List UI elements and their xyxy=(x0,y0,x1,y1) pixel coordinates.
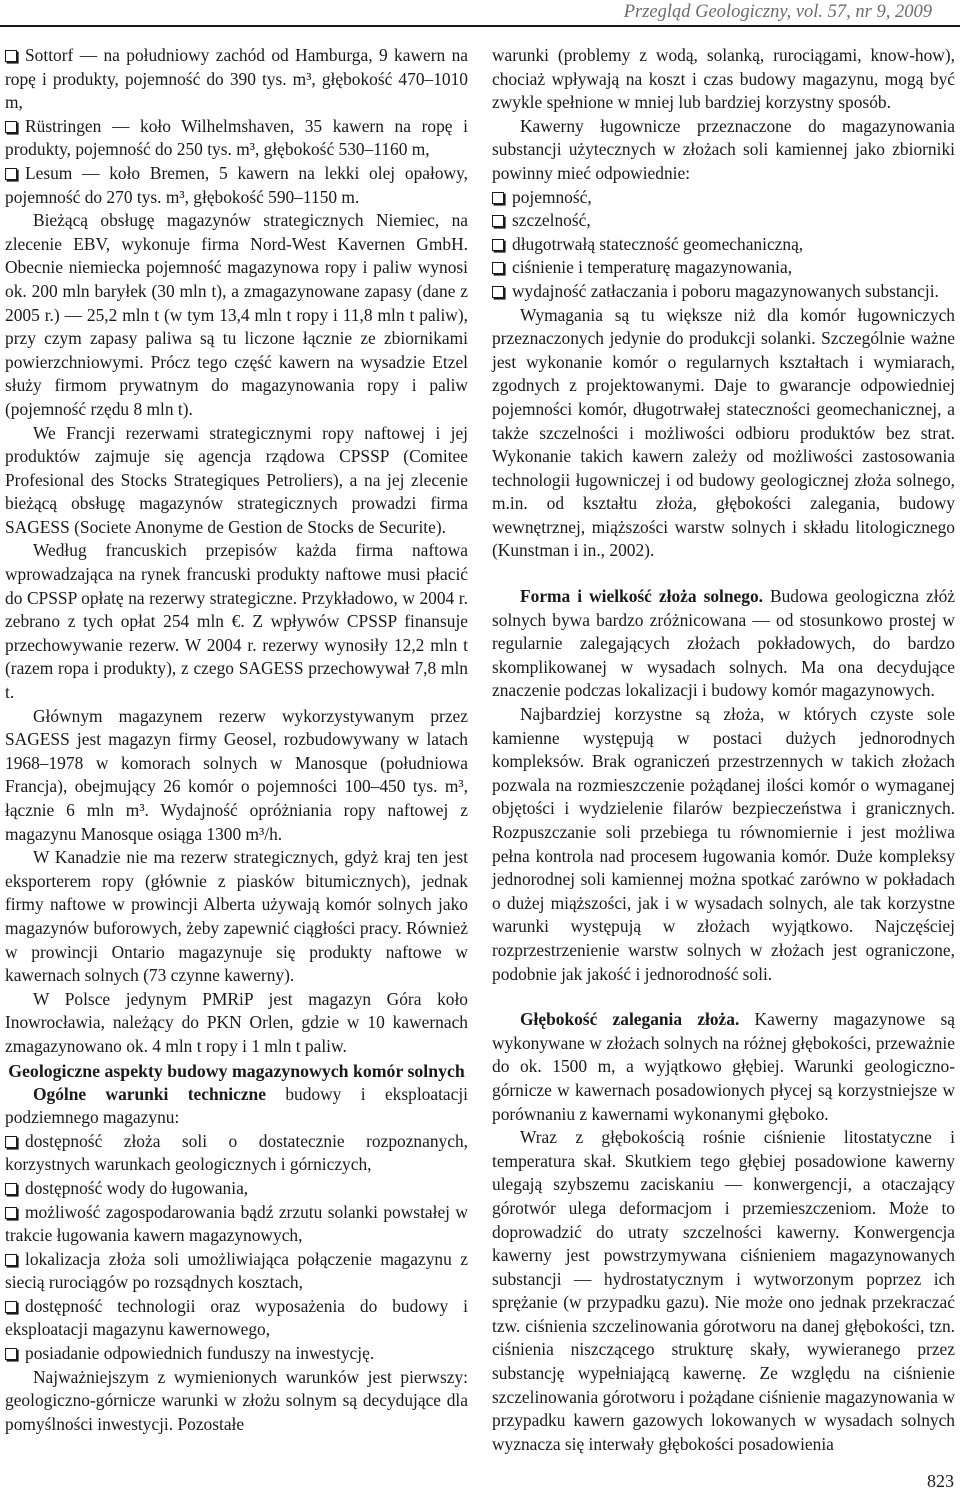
paragraph-requirements: Wymagania są tu większe niż dla komór ługowniczych przeznaczonych jedynie do produkcji solanki. Szczególnie ważne jest wykonanie komór o regularnych kształtach i wymiarach, zgodnych z projektowanymi. Daje to gwarancje odpowiedniej pojemności komór, długotrwałej stateczności geomechanicznej, a także szczelności i możliwości odbioru produktów bez strat. Wykonanie takich kawern zależy od możliwości zastosowania technologii ługowniczej i od budowy geologicznej złoża solnego, m.in. od kształtu złoża, głębokości zalegania, budowy wewnętrznej, miąższości warstw solnych i składu litologicznego (Kunstman i in., 2002). xyxy=(492,304,955,561)
paragraph-conditions: Ogólne warunki techniczne budowy i eksploatacji podziemnego magazynu: xyxy=(5,1083,469,1128)
list-item: lokalizacja złoża soli umożliwiająca połączenie magazynu z siecią rurociągów po rozsądnych kosztach, xyxy=(5,1248,468,1293)
checkbox-bullet-icon xyxy=(492,192,504,204)
checkbox-bullet-icon xyxy=(5,168,17,180)
conditions-lead: Ogólne warunki techniczne xyxy=(33,1083,266,1104)
paragraph-poland: W Polsce jedynym PMRiP jest magazyn Góra koło Inowrocławia, należący do PKN Orlen, gdzie w 10 kawernach zmagazynowano ok. 4 mln t ropy i 1 mln t paliw. xyxy=(5,988,468,1056)
paragraph-continuation: warunki (problemy z wodą, solanką, rurociągami, know-how), chociaż wpływają na koszt i czas budowy magazynu, mogą być zwykle spełnione w mniej lub bardziej korzystny sposób. xyxy=(492,45,955,113)
paragraph-germany: Bieżącą obsługę magazynów strategicznych Niemiec, na zlecenie EBV, wykonuje firma Nord-West Kavernen GmbH. Obecnie niemiecka pojemność magazynowa ropy i paliw wynosi ok. 200 mln baryłek (30 mln t), a zmagazynowane zapasy (dane z 2005 r.) — 25,2 mln t (w tym 13,4 mln t ropy i 11,8 mln t paliw), przy czym zapasy paliwa są tu liczone łącznie ze zbiornikami powierzchniowymi. Prócz tego część kawern na wysadzie Etzel służy firmom prywatnym do magazynowania ropy i paliw (pojemność rzędu 8 mln t). xyxy=(5,210,468,419)
list-item: dostępność technologii oraz wyposażenia do budowy i eksploatacji magazynu kawernowego, xyxy=(5,1295,468,1340)
heading-form: Forma i wielkość złoża solnego. xyxy=(520,586,763,607)
paragraph-depth: Głębokość zalegania złoża. Kawerny magazynowe są wykonywane w złożach solnych na różnej głębokości, przeważnie do ok. 1500 m, a wyjątkowo głębiej. Warunki geologiczno-górnicze w kawernach posadowionych płycej są korzystniejsze w porównaniu z kawernami wykonanymi głęboko. xyxy=(492,1009,955,1124)
list-item: możliwość zagospodarowania bądź zrzutu solanki powstałej w trakcie ługowania kawern magazynowych, xyxy=(5,1201,468,1246)
page-number: 823 xyxy=(927,1471,954,1491)
journal-header: Przegląd Geologiczny, vol. 57, nr 9, 2009 xyxy=(623,2,932,22)
checkbox-bullet-icon xyxy=(5,1136,17,1148)
checkbox-bullet-icon xyxy=(5,121,17,133)
list-item: dostępność złoża soli o dostatecznie rozpoznanych, korzystnych warunkach geologicznych i górniczych, xyxy=(5,1130,468,1175)
paragraph-canada: W Kanadzie nie ma rezerw strategicznych, gdyż kraj ten jest eksporterem ropy (głównie z piasków bitumicznych), jednak firmy naftowe w prowincji Alberta używają komór solnych jako magazynów buforowych, żeby zapewnić ciągłości pracy. Również w prowincji Ontario magazynuje się produkty naftowe w kawernach solnych (73 czynne kawerny). xyxy=(5,847,468,986)
list-item: dostępność wody do ługowania, xyxy=(5,1177,468,1201)
list-item: Rüstringen — koło Wilhelmshaven, 35 kawern na ropę i produkty, pojemność do 250 tys. m³, głębokość 530–1160 m, xyxy=(5,115,468,160)
checkbox-bullet-icon xyxy=(5,50,17,62)
checkbox-bullet-icon xyxy=(492,262,504,274)
paragraph-best-deposits: Najbardziej korzystne są złoża, w których czyste sole kamienne występują w postaci dużych jednorodnych kompleksów. Brak ograniczeń przestrzennych w takich złożach pozwala na rozmieszczenie pożądanej ilości komór o wymaganej objętości i wydzielenie filarów bezpieczeństwa i granicznych. Rozpuszczanie soli przebiega tu równomiernie i jest możliwa pełna kontrola nad procesem ługowania komór. Duże kompleksy jednorodnej soli kamiennej można spotkać zarówno w pokładach o dużej miąższości, jak i w wysadach solnych, ale tak korzystne warunki występują w złożach wyjątkowo. Najczęściej rozprzestrzenienie warstw solnych w złożach jest ograniczone, podobnie jak jakość i jednorodność soli. xyxy=(492,704,955,984)
list-item: Lesum — koło Bremen, 5 kawern na lekki olej opałowy, pojemność do 270 tys. m³, głębokość 590–1150 m. xyxy=(5,162,468,207)
right-column xyxy=(492,44,955,1456)
checkbox-bullet-icon xyxy=(5,1254,17,1266)
checkbox-bullet-icon xyxy=(5,1301,17,1313)
left-column xyxy=(5,44,468,1436)
paragraph-pressure: Wraz z głębokością rośnie ciśnienie litostatyczne i temperatura skał. Skutkiem tego głębiej posadowione kawerny ulegają szybszemu zaciskaniu — konwergencji, a otaczający górotwór ulega deformacjom i przemieszczeniom. Może to doprowadzić do utraty szczelności kawerny. Konwergencja kawerny jest powstrzymywana ciśnieniem magazynowanych substancji — hydrostatycznym i wytworzonym poprzez ich sprężanie (w przypadku gazu). Nie może ono jednak przekraczać tzw. ciśnienia szczelinowania górotworu na danej głębokości, tzn. ciśnienia niszczącego strukturę skały, wywieranego przez substancję wypełniającą kawernę. Ze względu na ciśnienie szczelinowania górotworu i pożądane ciśnienie magazynowania w przypadku kawern gazowych lokowanych w wysadach solnych wyznacza się interwały głębokości posadowienia xyxy=(492,1127,955,1454)
checkbox-bullet-icon xyxy=(492,286,504,298)
paragraph-most-important: Najważniejszym z wymienionych warunków jest pierwszy: geologiczno-górnicze warunki w złożu solnym są decydujące dla pomyślności inwestycji. Pozostałe xyxy=(5,1366,468,1434)
list-item: ciśnienie i temperaturę magazynowania, xyxy=(492,256,955,280)
section-title: Geologiczne aspekty budowy magazynowych komór solnych xyxy=(8,1060,465,1081)
list-item: pojemność, xyxy=(492,186,955,210)
checkbox-bullet-icon xyxy=(5,1183,17,1195)
checkbox-bullet-icon xyxy=(5,1207,17,1219)
heading-depth: Głębokość zalegania złoża. xyxy=(520,1009,740,1030)
list-item: posiadanie odpowiednich funduszy na inwestycję. xyxy=(5,1342,468,1366)
list-item: wydajność zatłaczania i poboru magazynowanych substancji. xyxy=(492,280,955,304)
header-rule xyxy=(0,25,960,27)
paragraph-form: Forma i wielkość złoża solnego. Budowa geologiczna złóż solnych bywa bardzo zróżnicowana — od stosunkowo prostej w regularnie zalegających złożach pokładowych, do bardzo skomplikowanej w wysadach solnych. Ma ona decydujące znaczenie podczas lokalizacji i budowy komór magazynowych. xyxy=(492,586,955,701)
list-item: długotrwałą stateczność geomechaniczną, xyxy=(492,233,955,257)
checkbox-bullet-icon xyxy=(5,1348,17,1360)
paragraph-france-1: We Francji rezerwami strategicznymi ropy naftowej i jej produktów zajmuje się agencja rządowa CPSSP (Comitee Profesional des Stocks Strategiques Petroliers), a na jej zlecenie bieżącą obsługę magazynów strategicznych prowadzi firma SAGESS (Societe Anonyme de Gestion de Stocks de Securite). xyxy=(5,422,468,537)
paragraph-france-2: Według francuskich przepisów każda firma naftowa wprowadzająca na rynek francuski produkty naftowe musi płacić do CPSSP opłatę na rezerwy strategiczne. Przykładowo, w 2004 r. zebrano z tych opłat 254 mln €. Z wpływów CPSSP finansuje przechowywanie rezerw. W 2004 r. rezerwy wynosiły 12,2 mln t (razem ropa i produkty), z czego SAGESS przechowywał 7,8 mln t. xyxy=(5,540,468,703)
list-item: Sottorf — na południowy zachód od Hamburga, 9 kawern na ropę i produkty, pojemność do 390 tys. m³, głębokość 470–1010 m, xyxy=(5,45,468,113)
paragraph-caverns-lead: Kawerny ługownicze przeznaczone do magazynowania substancji użytecznych w złożach soli kamiennej jako zbiorniki powinny mieć odpowiednie: xyxy=(492,115,955,183)
paragraph-france-3: Głównym magazynem rezerw wykorzystywanym przez SAGESS jest magazyn firmy Geosel, rozbudowywany w latach 1968–1978 w komorach solnych w Manosque (południowa Francja), obejmujący 26 komór o pojemności 100–450 tys. m³, łącznie 6 mln m³. Wydajność opróżniania ropy naftowej z magazynu Manosque osiąga 1300 m³/h. xyxy=(5,705,468,844)
checkbox-bullet-icon xyxy=(492,239,504,251)
checkbox-bullet-icon xyxy=(492,215,504,227)
list-item: szczelność, xyxy=(492,209,955,233)
